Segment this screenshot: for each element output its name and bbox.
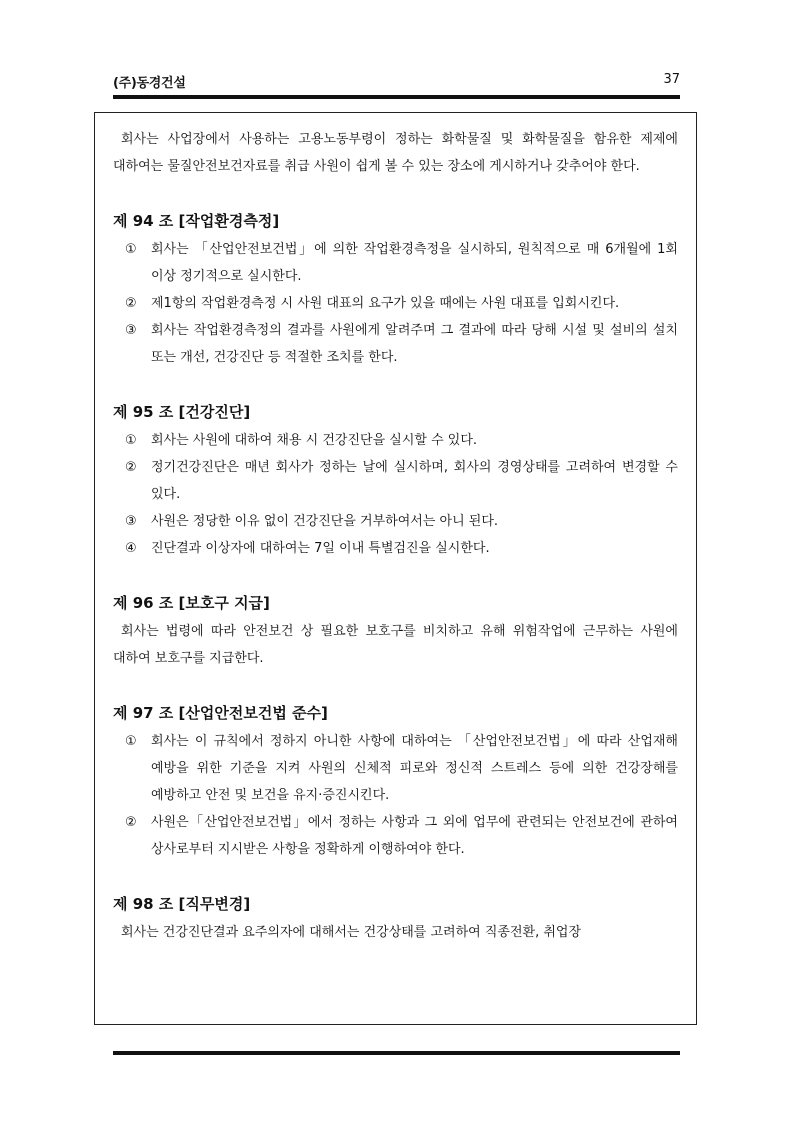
article-94-heading: 제 94 조 [작업환경측정]	[113, 212, 280, 230]
item-number: ①	[125, 433, 137, 448]
article-95-item-1	[113, 427, 678, 454]
article-97-item-2	[113, 809, 678, 863]
article-98-paragraph: 회사는 건강진단결과 요주의자에 대해서는 건강상태를 고려하여 직종전환, 취업장	[121, 925, 582, 940]
item-text: 사원은 정당한 이유 없이 건강진단을 거부하여서는 아니 된다.	[151, 514, 499, 529]
item-number: ②	[125, 460, 137, 475]
item-text: 회사는 이 규칙에서 정하지 아니한 사항에 대하여는 「산업안전보건법」에 따라 산업재해 예방을 위한 기준을 지켜 사원의 신체적 피로와 정신적 스트레스 등에 의한 건강장해를 예방하고 안전 및 보건을 유지·증진시킨다.	[151, 734, 678, 803]
content-box	[94, 112, 697, 1025]
item-text: 회사는 「산업안전보건법」에 의한 작업환경측정을 실시하되, 원칙적으로 매 6개월에 1회 이상 정기적으로 실시한다.	[151, 242, 678, 284]
article-95-item-4	[113, 535, 678, 562]
item-text: 정기건강진단은 매년 회사가 정하는 날에 실시하며, 회사의 경영상태를 고려하여 변경할 수 있다.	[151, 460, 678, 502]
item-number: ①	[125, 242, 137, 257]
header-rule	[113, 95, 680, 99]
page-header	[113, 72, 680, 94]
intro-paragraph: 회사는 사업장에서 사용하는 고용노동부령이 정하는 화학물질 및 화학물질을 함유한 제제에 대하여는 물질안전보건자료를 취급 사원이 쉽게 볼 수 있는 장소에 게시하거나 갖추어야 한다.	[113, 132, 678, 174]
item-text: 제1항의 작업환경측정 시 사원 대표의 요구가 있을 때에는 사원 대표를 입회시킨다.	[151, 296, 620, 311]
article-96-heading: 제 96 조 [보호구 지급]	[113, 594, 270, 612]
item-text: 사원은「산업안전보건법」에서 정하는 사항과 그 외에 업무에 관련되는 안전보건에 관하여 상사로부터 지시받은 사항을 정확하게 이행하여야 한다.	[151, 815, 678, 857]
article-97-heading: 제 97 조 [산업안전보건법 준수]	[113, 704, 328, 722]
item-text: 회사는 사원에 대하여 채용 시 건강진단을 실시할 수 있다.	[151, 433, 478, 448]
footer-rule	[113, 1051, 680, 1055]
item-number: ①	[125, 734, 137, 749]
article-98-heading: 제 98 조 [직무변경]	[113, 895, 251, 913]
item-number: ③	[125, 323, 137, 338]
article-96-paragraph: 회사는 법령에 따라 안전보건 상 필요한 보호구를 비치하고 유해 위험작업에 근무하는 사원에 대하여 보호구를 지급한다.	[113, 624, 678, 666]
article-95-item-2	[113, 454, 678, 508]
item-number: ②	[125, 815, 137, 830]
item-text: 진단결과 이상자에 대하여는 7일 이내 특별검진을 실시한다.	[151, 541, 490, 556]
article-94-item-1	[113, 236, 678, 290]
item-number: ③	[125, 514, 137, 529]
item-text: 회사는 작업환경측정의 결과를 사원에게 알려주며 그 결과에 따라 당해 시설 및 설비의 설치 또는 개선, 건강진단 등 적절한 조치를 한다.	[151, 323, 679, 365]
article-95-heading: 제 95 조 [건강진단]	[113, 403, 251, 421]
article-94-item-2	[113, 290, 678, 317]
article-97-item-1	[113, 728, 678, 809]
page-number: 37	[663, 72, 680, 87]
company-name: (주)동경건설	[113, 76, 186, 91]
article-95-item-3	[113, 508, 678, 535]
item-number: ②	[125, 296, 137, 311]
article-94-item-3	[113, 317, 678, 371]
item-number: ④	[125, 541, 137, 556]
document-body	[113, 126, 678, 946]
